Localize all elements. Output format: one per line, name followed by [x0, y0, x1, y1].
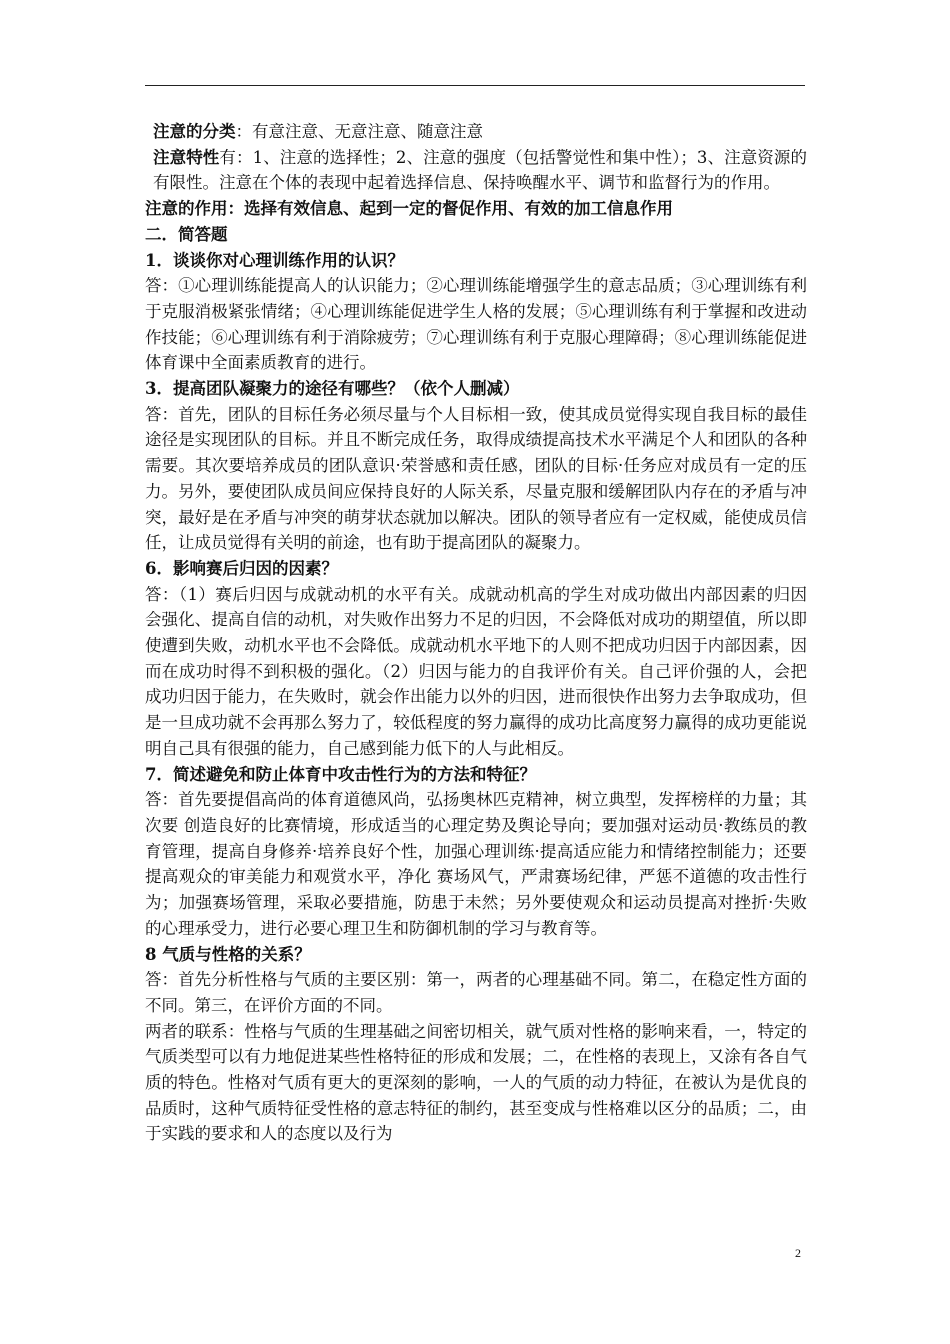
question-title: 7．简述避免和防止体育中攻击性行为的方法和特征？ [145, 764, 536, 784]
classification-label: 注意的分类 [153, 122, 236, 141]
traits-text: 有：1、注意的选择性；2、注意的强度（包括警觉性和集中性）；3、注意资源的有限性。注意在个体的表现中起着选择信息、保持唤醒水平、调节和监督行为的作用。 [153, 147, 808, 193]
question-title: 8 气质与性格的关系？ [145, 944, 311, 964]
traits-label: 注意特性 [153, 147, 220, 167]
question-title: 6．影响赛后归因的因素？ [145, 558, 338, 578]
answer-paragraph: 答：首先要提倡高尚的体育道德风尚，弘扬奥林匹克精神，树立典型，发挥榜样的力量；其次要 创造良好的比赛情境，形成适当的心理定势及舆论导向；要加强对运动员·教练员的教育管理，提高自身修养·培养良好个性，加强心理训练·提高适应能力和情绪控制能力；还要提高观众的审美能力和观赏水平，净化 赛场风气，严肃赛场纪律，严惩不道德的攻击性行为；加强赛场管理，采取必要措施，防患于未然；另外要使观众和运动员提高对挫折·失败的心理承受力，进行必要心理卫生和防御机制的学习与教育等。 [145, 790, 807, 938]
question-title: 3．提高团队凝聚力的途径有哪些？（依个人删减） [145, 379, 520, 399]
answer-paragraph: 答：①心理训练能提高人的认识能力；②心理训练能增强学生的意志品质；③心理训练有利于克服消极紧张情绪；④心理训练能促进学生人格的发展；⑤心理训练有利于掌握和改进动作技能；⑥心理训练有利于消除疲劳；⑦心理训练有利于克服心理障碍；⑧心理训练能促进体育课中全面素质教育的进行。 [145, 276, 807, 373]
section-title: 二．简答题 [145, 224, 228, 244]
answer-paragraph: 答：（1）赛后归因与成就动机的水平有关。成就动机高的学生对成功做出内部因素的归因会强化、提高自信的动机，对失败作出努力不足的归因，不会降低对成功的期望值，所以即使遭到失败，动机水平也不会降低。成就动机水平地下的人则不把成功归因于内部因素，因而在成功时得不到积极的强化。（2）归因与能力的自我评价有关。自己评价强的人，会把成功归因于能力，在失败时，就会作出能力以外的归因，进而很快作出努力去争取成功，但是一旦成功就不会再那么努力了，较低程度的努力赢得的成功比高度努力赢得的成功更能说明自己具有很强的能力，自己感到能力低下的人与此相反。 [145, 584, 807, 758]
answer-paragraph: 答：首先，团队的目标任务必须尽量与个人目标相一致，使其成员觉得实现自我目标的最佳途径是实现团队的目标。并且不断完成任务，取得成绩提高技术水平满足个人和团队的各种需要。其次要培养成员的团队意识·荣誉感和责任感，团队的目标·任务应对成员有一定的压力。另外，要使团队成员间应保持良好的人际关系，尽量克服和缓解团队内存在的矛盾与冲突，最好是在矛盾与冲突的萌芽状态就加以解决。团队的领导者应有一定权威，能使成员信任，让成员觉得有关明的前途，也有助于提高团队的凝聚力。 [145, 404, 807, 553]
header-rule [145, 85, 805, 86]
traits-paragraph [145, 145, 807, 196]
classification-text: ：有意注意、无意注意、随意注意 [235, 122, 483, 141]
page-number: 2 [795, 1246, 801, 1260]
question-title: 1．谈谈你对心理训练作用的认识？ [145, 250, 404, 270]
function-line: 注意的作用：选择有效信息、起到一定的督促作用、有效的加工信息作用 [145, 199, 673, 219]
answer-paragraph: 两者的联系：性格与气质的生理基础之间密切相关，就气质对性格的影响来看，一，特定的气质类型可以有力地促进某些性格特征的形成和发展；二，在性格的表现上，又涂有各自气质的特色。性格对气质有更大的更深刻的影响，一人的气质的动力特征，在被认为是优良的品质时，这种气质特征受性格的意志特征的制约，甚至变成与性格难以区分的品质；二，由于实践的要求和人的态度以及行为 [145, 1021, 807, 1144]
classification-line [145, 119, 807, 145]
answer-paragraph: 答：首先分析性格与气质的主要区别：第一，两者的心理基础不同。第二，在稳定性方面的不同。第三，在评价方面的不同。 [145, 970, 807, 1015]
document-body [145, 119, 807, 1147]
